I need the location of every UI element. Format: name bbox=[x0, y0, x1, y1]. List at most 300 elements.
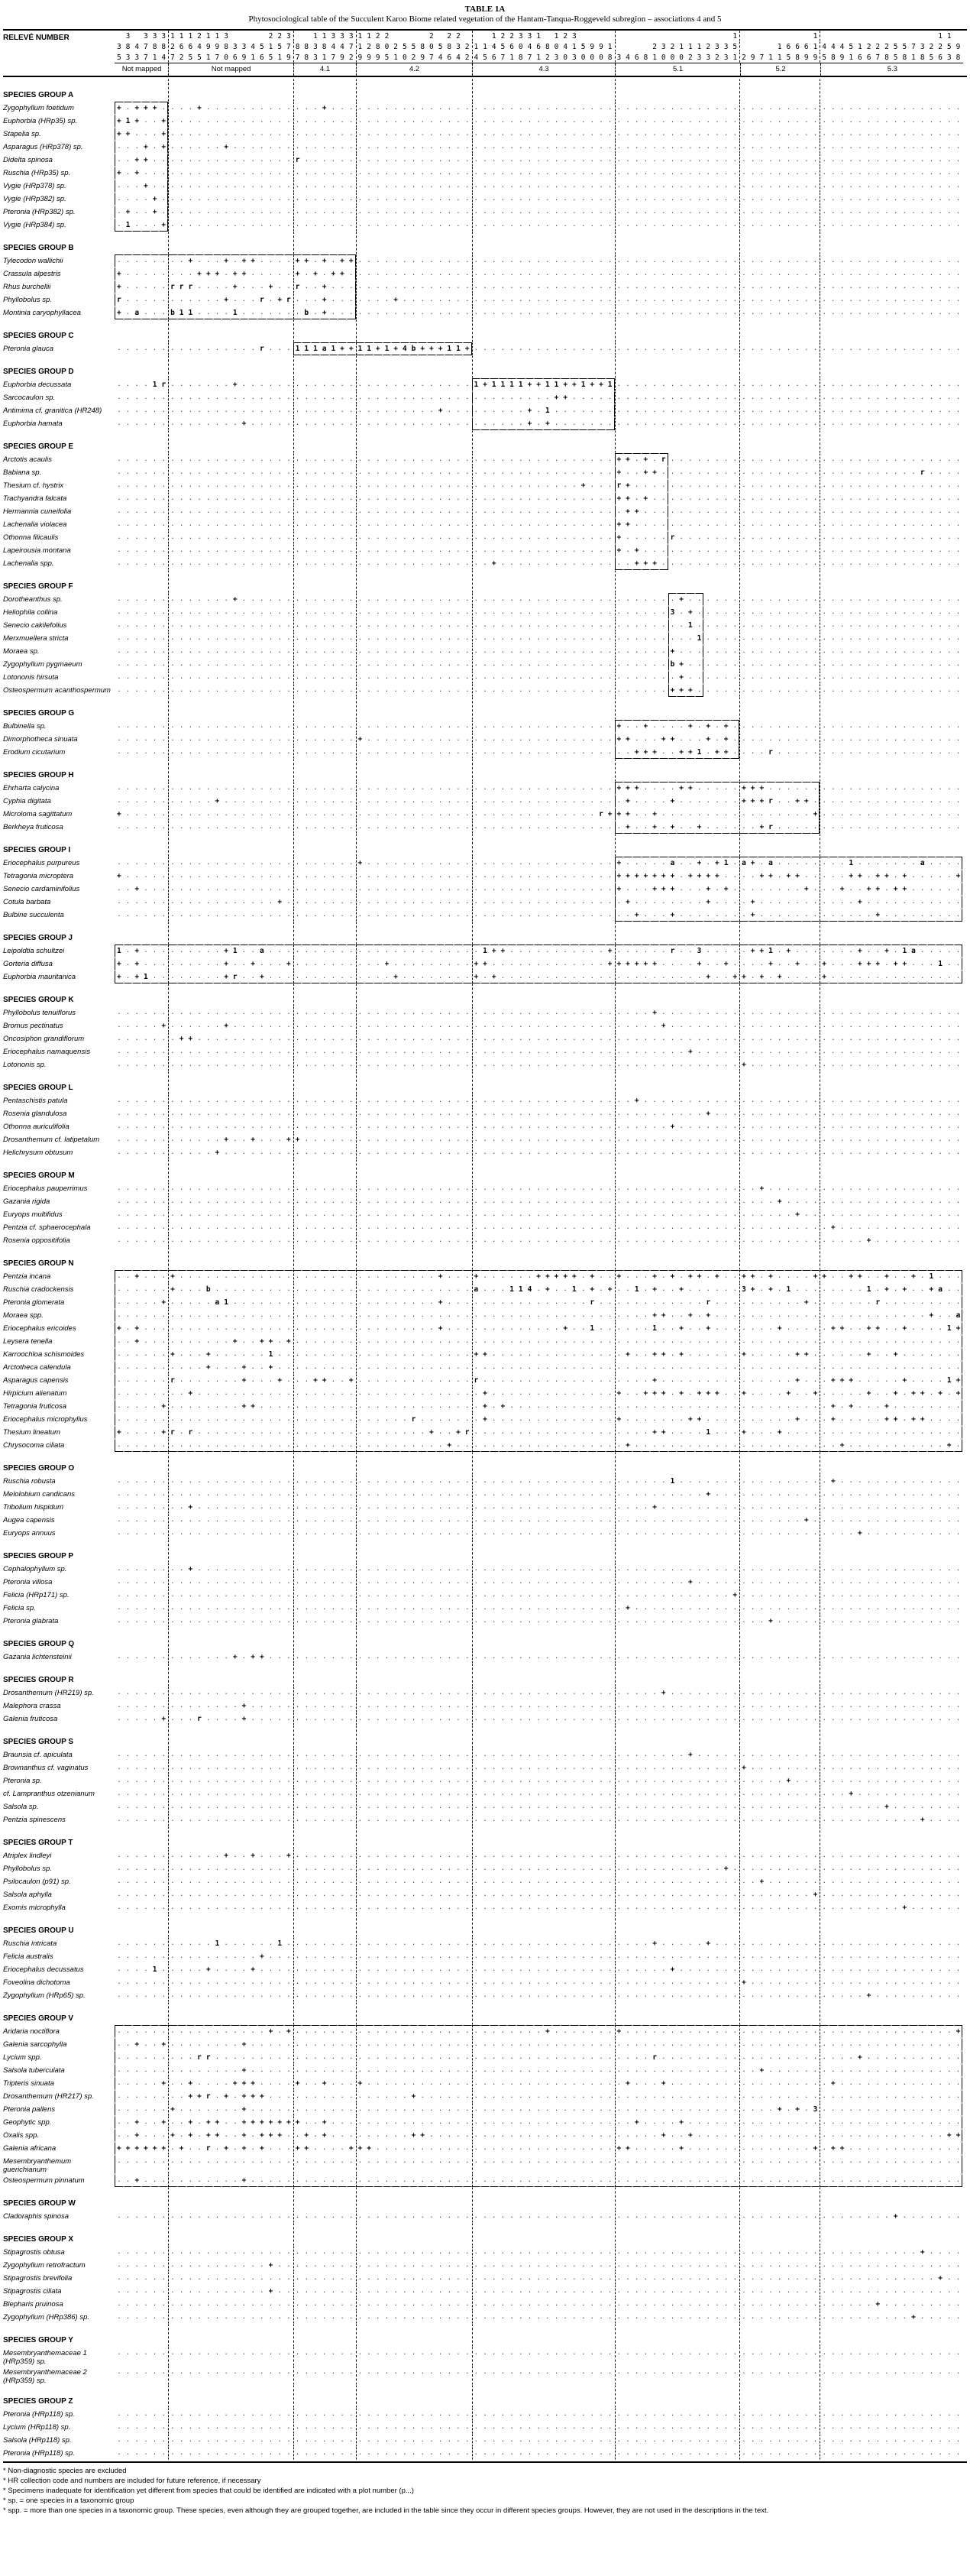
cell: 1 bbox=[572, 43, 577, 51]
cell bbox=[543, 232, 552, 254]
cell: . bbox=[820, 391, 829, 404]
cell bbox=[882, 79, 891, 102]
cell: . bbox=[795, 104, 800, 112]
cell: . bbox=[652, 673, 657, 681]
cell bbox=[811, 430, 820, 453]
cell: . bbox=[447, 182, 451, 190]
cell: + bbox=[722, 746, 731, 759]
cell bbox=[240, 430, 249, 453]
cell: . bbox=[723, 169, 729, 177]
cell: . bbox=[536, 130, 541, 138]
cell: . bbox=[739, 280, 749, 293]
cell: . bbox=[697, 407, 702, 414]
cell: . bbox=[626, 420, 630, 427]
cell: . bbox=[376, 156, 380, 164]
cell: . bbox=[929, 481, 934, 489]
cell: . bbox=[572, 595, 577, 603]
cell: 0 bbox=[679, 53, 684, 62]
cell: . bbox=[768, 195, 773, 203]
cell: . bbox=[884, 455, 889, 463]
cell: . bbox=[804, 221, 809, 228]
cell: . bbox=[197, 394, 202, 401]
cell: . bbox=[723, 195, 729, 203]
cell: . bbox=[955, 195, 961, 203]
cell: . bbox=[723, 208, 729, 215]
cell bbox=[115, 355, 124, 378]
cell: . bbox=[197, 156, 202, 164]
cell: . bbox=[795, 208, 800, 215]
cell: . bbox=[152, 520, 157, 528]
cell: . bbox=[778, 608, 782, 616]
cell bbox=[516, 430, 525, 453]
cell bbox=[356, 355, 365, 378]
cell: . bbox=[563, 559, 567, 567]
cell: . bbox=[206, 143, 211, 151]
cell: . bbox=[438, 686, 443, 694]
cell: . bbox=[447, 608, 451, 616]
cell: . bbox=[331, 468, 336, 476]
cell: . bbox=[820, 671, 829, 684]
cell: . bbox=[554, 559, 559, 567]
cell: . bbox=[356, 154, 365, 167]
cell: 7 bbox=[293, 52, 302, 63]
cell: . bbox=[384, 533, 390, 541]
cell: . bbox=[403, 735, 407, 743]
cell bbox=[534, 430, 543, 453]
cell: . bbox=[732, 195, 737, 203]
cell bbox=[320, 232, 329, 254]
cell: . bbox=[849, 381, 853, 388]
association-label: 4.1 bbox=[293, 63, 356, 76]
cell: . bbox=[376, 394, 380, 401]
cell: 8 bbox=[518, 53, 523, 62]
cell bbox=[436, 355, 445, 378]
cell: . bbox=[739, 479, 749, 492]
cell: . bbox=[831, 195, 836, 203]
cell: . bbox=[670, 309, 675, 316]
cell: . bbox=[820, 492, 829, 505]
cell: . bbox=[519, 507, 523, 515]
cell bbox=[615, 759, 624, 782]
cell: . bbox=[349, 169, 354, 177]
cell: . bbox=[929, 533, 934, 541]
cell bbox=[436, 430, 445, 453]
cell: . bbox=[911, 634, 916, 642]
cell: . bbox=[920, 221, 925, 228]
cell: . bbox=[268, 507, 273, 515]
cell: . bbox=[188, 673, 193, 681]
cell bbox=[240, 355, 249, 378]
cell: . bbox=[626, 296, 630, 303]
cell: . bbox=[849, 182, 853, 190]
cell bbox=[758, 430, 767, 453]
cell bbox=[115, 232, 124, 254]
cell: . bbox=[820, 544, 829, 557]
cell: . bbox=[831, 394, 836, 401]
cell bbox=[150, 570, 160, 593]
cell: . bbox=[304, 156, 309, 164]
cell: . bbox=[492, 345, 496, 352]
cell: . bbox=[599, 283, 603, 290]
cell: . bbox=[277, 221, 282, 228]
cell bbox=[168, 232, 177, 254]
cell bbox=[472, 570, 481, 593]
cell: . bbox=[509, 345, 514, 352]
cell: . bbox=[778, 221, 782, 228]
cell: . bbox=[920, 673, 925, 681]
cell: 3 bbox=[554, 53, 559, 62]
cell: 2 bbox=[168, 41, 177, 52]
cell: . bbox=[144, 722, 148, 730]
cell: 1 bbox=[293, 342, 302, 355]
cell: . bbox=[144, 608, 148, 616]
cell: . bbox=[393, 117, 398, 125]
cell: . bbox=[260, 455, 264, 463]
cell bbox=[739, 570, 749, 593]
cell: . bbox=[331, 507, 336, 515]
cell bbox=[338, 355, 347, 378]
cell: . bbox=[536, 481, 541, 489]
cell: . bbox=[795, 270, 800, 277]
cell: . bbox=[117, 520, 121, 528]
cell bbox=[623, 319, 632, 342]
cell: 2 bbox=[652, 43, 657, 51]
cell: . bbox=[527, 130, 532, 138]
cell: . bbox=[356, 306, 365, 319]
cell: . bbox=[215, 748, 220, 756]
cell: . bbox=[152, 455, 157, 463]
cell: . bbox=[563, 270, 567, 277]
cell: + bbox=[650, 746, 659, 759]
cell: . bbox=[804, 381, 809, 388]
cell: . bbox=[215, 520, 220, 528]
cell: . bbox=[456, 104, 461, 112]
cell: . bbox=[472, 293, 481, 306]
cell: . bbox=[286, 420, 291, 427]
cell bbox=[383, 232, 392, 254]
cell: . bbox=[429, 533, 434, 541]
cell: . bbox=[456, 481, 461, 489]
cell: . bbox=[750, 520, 755, 528]
cell: . bbox=[545, 634, 550, 642]
cell: . bbox=[527, 394, 532, 401]
species-name: Dorotheanthus sp. bbox=[3, 595, 63, 604]
cell: . bbox=[866, 494, 871, 502]
cell: . bbox=[545, 722, 550, 730]
cell: . bbox=[527, 296, 532, 303]
cell: 1 bbox=[499, 378, 508, 391]
cell: . bbox=[519, 345, 523, 352]
cell: . bbox=[759, 270, 765, 277]
cell: . bbox=[268, 533, 273, 541]
cell: . bbox=[858, 182, 862, 190]
cell: . bbox=[813, 296, 818, 303]
cell: . bbox=[177, 254, 186, 267]
cell: . bbox=[839, 309, 845, 316]
cell: . bbox=[902, 647, 907, 655]
cell: . bbox=[554, 748, 559, 756]
cell bbox=[168, 79, 177, 102]
cell: . bbox=[697, 130, 702, 138]
cell: . bbox=[875, 494, 880, 502]
cell: . bbox=[134, 143, 139, 151]
cell: . bbox=[759, 407, 765, 414]
cell: . bbox=[472, 531, 481, 544]
cell: . bbox=[197, 784, 202, 792]
cell: 1 bbox=[536, 32, 542, 41]
cell: . bbox=[679, 309, 684, 316]
cell: . bbox=[795, 182, 800, 190]
cell: . bbox=[277, 660, 282, 668]
cell: . bbox=[831, 507, 836, 515]
cell: . bbox=[260, 494, 264, 502]
cell: . bbox=[795, 309, 800, 316]
cell: 0 bbox=[670, 53, 675, 62]
cell bbox=[383, 570, 392, 593]
cell bbox=[811, 570, 820, 593]
cell: + bbox=[277, 296, 283, 304]
cell: . bbox=[795, 481, 800, 489]
cell: . bbox=[356, 128, 365, 141]
cell: . bbox=[706, 686, 710, 694]
cell: . bbox=[215, 208, 220, 215]
cell bbox=[597, 430, 606, 453]
cell: . bbox=[768, 283, 773, 290]
cell: . bbox=[715, 296, 719, 303]
cell bbox=[141, 759, 150, 782]
cell: . bbox=[483, 309, 487, 316]
cell: . bbox=[411, 394, 416, 401]
cell: . bbox=[554, 221, 559, 228]
cell: . bbox=[420, 634, 425, 642]
cell: . bbox=[706, 104, 710, 112]
cell: r bbox=[920, 468, 925, 477]
cell: . bbox=[607, 270, 613, 277]
cell: 0 bbox=[518, 43, 523, 51]
cell: . bbox=[393, 420, 398, 427]
cell: . bbox=[349, 130, 354, 138]
cell: . bbox=[947, 481, 952, 489]
cell: . bbox=[893, 621, 898, 629]
cell: 9 bbox=[205, 43, 211, 51]
cell: . bbox=[420, 156, 425, 164]
cell: . bbox=[643, 169, 648, 177]
cell bbox=[409, 79, 419, 102]
cell bbox=[150, 79, 160, 102]
cell: . bbox=[545, 143, 550, 151]
cell: . bbox=[768, 546, 773, 554]
cell: . bbox=[393, 221, 398, 228]
cell bbox=[793, 319, 802, 342]
cell: . bbox=[955, 270, 961, 277]
cell: . bbox=[268, 559, 273, 567]
cell: . bbox=[313, 169, 318, 177]
cell: . bbox=[277, 595, 282, 603]
cell: . bbox=[580, 608, 586, 616]
cell: . bbox=[241, 520, 247, 528]
cell bbox=[347, 319, 356, 342]
cell: . bbox=[849, 608, 853, 616]
cell: . bbox=[563, 182, 567, 190]
cell: . bbox=[866, 634, 871, 642]
cell: . bbox=[224, 748, 228, 756]
cell: . bbox=[732, 345, 737, 352]
cell: 2 bbox=[447, 32, 452, 41]
cell: . bbox=[911, 270, 916, 277]
cell: . bbox=[938, 546, 943, 554]
cell: . bbox=[572, 559, 577, 567]
cell: . bbox=[313, 381, 318, 388]
cell: . bbox=[304, 595, 309, 603]
cell: . bbox=[813, 283, 818, 290]
cell bbox=[954, 355, 963, 378]
cell bbox=[445, 430, 454, 453]
cell bbox=[587, 79, 597, 102]
cell: . bbox=[607, 481, 613, 489]
cell: . bbox=[179, 130, 184, 138]
cell: . bbox=[554, 130, 559, 138]
cell: . bbox=[447, 468, 451, 476]
cell: . bbox=[152, 735, 157, 743]
cell: . bbox=[739, 518, 749, 531]
cell bbox=[936, 430, 945, 453]
cell bbox=[668, 31, 677, 41]
cell: . bbox=[519, 208, 523, 215]
cell: . bbox=[241, 533, 247, 541]
cell: . bbox=[715, 257, 719, 264]
cell bbox=[686, 759, 695, 782]
cell: . bbox=[858, 104, 862, 112]
cell: 8 bbox=[545, 43, 550, 51]
cell bbox=[213, 79, 222, 102]
cell: . bbox=[955, 634, 961, 642]
cell: . bbox=[500, 221, 506, 228]
cell: . bbox=[260, 533, 264, 541]
cell: . bbox=[786, 394, 791, 401]
cell: . bbox=[715, 595, 719, 603]
cell: . bbox=[706, 130, 710, 138]
cell: . bbox=[893, 221, 898, 228]
cell bbox=[436, 319, 445, 342]
cell: . bbox=[875, 104, 880, 112]
cell: . bbox=[902, 420, 907, 427]
cell: . bbox=[947, 420, 952, 427]
cell: . bbox=[739, 193, 749, 206]
cell: b bbox=[302, 306, 311, 319]
cell: . bbox=[340, 283, 344, 290]
cell bbox=[811, 759, 820, 782]
cell: . bbox=[429, 660, 434, 668]
cell bbox=[677, 570, 686, 593]
cell: . bbox=[875, 673, 880, 681]
cell: . bbox=[438, 104, 443, 112]
cell: . bbox=[545, 686, 550, 694]
cell: . bbox=[849, 533, 853, 541]
cell bbox=[141, 570, 150, 593]
cell: . bbox=[260, 130, 264, 138]
cell bbox=[846, 570, 855, 593]
cell bbox=[472, 759, 481, 782]
cell bbox=[722, 430, 731, 453]
cell: 5 bbox=[929, 53, 934, 62]
cell: . bbox=[875, 468, 880, 476]
cell: . bbox=[429, 117, 434, 125]
cell: . bbox=[393, 394, 398, 401]
cell: . bbox=[813, 257, 818, 264]
cell: . bbox=[820, 658, 829, 671]
cell: . bbox=[293, 505, 302, 518]
cell: . bbox=[839, 660, 845, 668]
cell: . bbox=[188, 117, 193, 125]
species-row bbox=[3, 671, 967, 684]
cell: . bbox=[786, 468, 791, 476]
cell: . bbox=[393, 722, 398, 730]
cell: . bbox=[286, 182, 291, 190]
cell: . bbox=[304, 117, 309, 125]
cell: . bbox=[356, 180, 365, 193]
cell: . bbox=[643, 595, 648, 603]
cell: . bbox=[509, 117, 514, 125]
cell: . bbox=[739, 342, 749, 355]
cell: . bbox=[643, 647, 648, 655]
cell: . bbox=[695, 619, 704, 632]
association-label: Not mapped bbox=[168, 63, 293, 76]
cell: . bbox=[509, 621, 514, 629]
cell: 7 bbox=[875, 53, 881, 62]
cell bbox=[713, 430, 722, 453]
cell: . bbox=[277, 520, 282, 528]
cell: . bbox=[580, 647, 586, 655]
cell bbox=[749, 31, 758, 41]
cell bbox=[802, 430, 811, 453]
cell: . bbox=[429, 104, 434, 112]
cell: . bbox=[902, 559, 907, 567]
cell: + bbox=[626, 494, 630, 503]
cell: . bbox=[635, 345, 639, 352]
cell: . bbox=[561, 417, 570, 430]
cell: . bbox=[117, 455, 121, 463]
cell: . bbox=[403, 394, 407, 401]
cell: . bbox=[572, 748, 577, 756]
cell: . bbox=[233, 546, 238, 554]
cell: . bbox=[152, 117, 157, 125]
cell: . bbox=[293, 115, 302, 128]
cell: . bbox=[554, 608, 559, 616]
cell: . bbox=[322, 673, 327, 681]
cell: . bbox=[509, 156, 514, 164]
cell bbox=[552, 759, 561, 782]
cell bbox=[445, 355, 454, 378]
cell bbox=[865, 697, 874, 720]
cell: . bbox=[188, 595, 193, 603]
cell: . bbox=[590, 546, 594, 554]
species-name: Lachenalia spp. bbox=[3, 559, 54, 568]
cell bbox=[159, 570, 168, 593]
cell bbox=[141, 232, 150, 254]
cell: . bbox=[304, 381, 309, 388]
cell: . bbox=[652, 309, 657, 316]
cell bbox=[472, 697, 481, 720]
cell: . bbox=[403, 748, 407, 756]
cell: . bbox=[411, 420, 416, 427]
cell bbox=[159, 79, 168, 102]
cell: . bbox=[356, 193, 365, 206]
cell bbox=[195, 232, 204, 254]
cell: . bbox=[947, 394, 952, 401]
cell bbox=[739, 355, 749, 378]
cell bbox=[784, 79, 794, 102]
cell: . bbox=[492, 546, 496, 554]
